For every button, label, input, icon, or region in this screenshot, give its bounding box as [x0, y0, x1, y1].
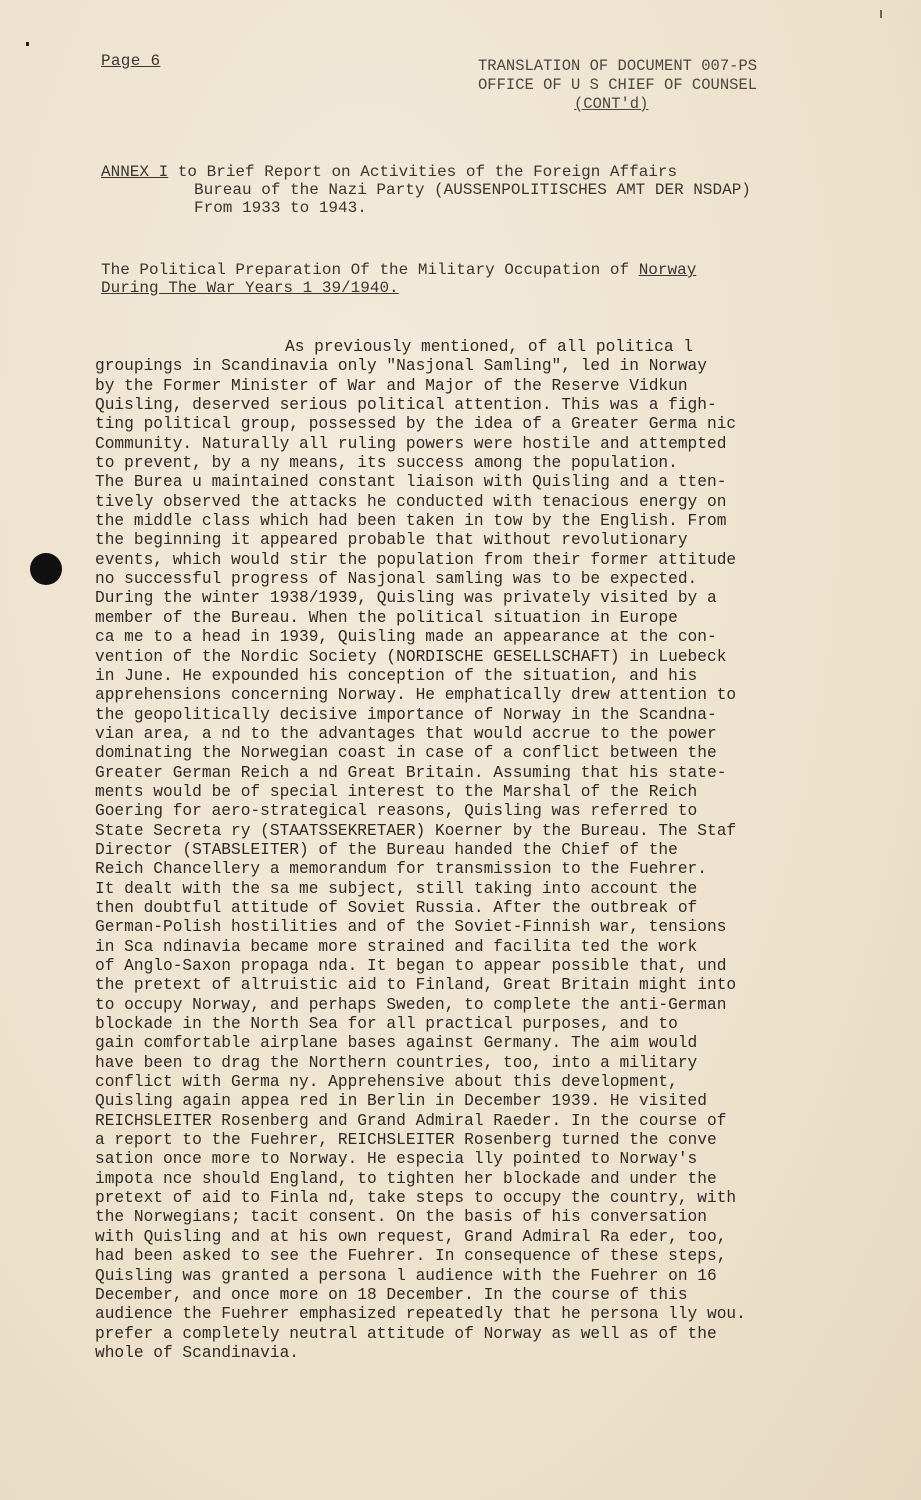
body-text: [95, 338, 885, 1363]
body-line: the beginning it appeared probable that without revolutionary: [95, 531, 688, 550]
body-line: gain comfortable airplane bases against Germany. The aim would: [95, 1034, 698, 1053]
body-line: Quisling, deserved serious political attention. This was a figh-: [95, 396, 717, 415]
body-line: member of the Bureau. When the political situation in Europe: [95, 608, 678, 627]
body-line: December, and once more on 18 December. In the course of this: [95, 1285, 688, 1304]
body-line: blockade in the North Sea for all practical purposes, and to: [95, 1015, 678, 1034]
body-line: The Burea u maintained constant liaison with Quisling and a tten-: [95, 473, 727, 492]
annex-label: ANNEX I: [101, 163, 169, 181]
body-line: whole of Scandinavia.: [95, 1343, 299, 1362]
body-line: ments would be of special interest to the Marshal of the Reich: [95, 782, 698, 801]
body-line: Quisling was granted a persona l audience with the Fuehrer on 16: [95, 1266, 717, 1285]
body-line: dominating the Norwegian coast in case of a conflict between the: [95, 744, 717, 763]
annex-heading: [101, 163, 881, 217]
body-line: had been asked to see the Fuehrer. In consequence of these steps,: [95, 1247, 727, 1266]
body-line: vention of the Nordic Society (NORDISCHE GESELLSCHAFT) in Luebeck: [95, 647, 727, 666]
ink-speck: [880, 10, 882, 18]
body-line: vian area, a nd to the advantages that would accrue to the power: [95, 724, 717, 743]
header-line-2: OFFICE OF U S CHIEF OF COUNSEL: [478, 76, 758, 94]
annex-line-3: From 1933 to 1943.: [194, 199, 367, 217]
body-line: Director (STABSLEITER) of the Bureau handed the Chief of the: [95, 840, 678, 859]
body-line: prefer a completely neutral attitude of Norway as well as of the: [95, 1324, 717, 1343]
body-line: have been to drag the Northern countries, too, into a military: [95, 1053, 698, 1072]
body-line: the middle class which had been taken in tow by the English. From: [95, 512, 727, 531]
body-line: the Norwegians; tacit consent. On the basis of his conversation: [95, 1208, 707, 1227]
body-line: Greater German Reich a nd Great Britain. Assuming that his state-: [95, 763, 727, 782]
title-line-1: The Political Preparation Of the Military Occupation of: [101, 261, 639, 279]
annex-line-2: Bureau of the Nazi Party (AUSSENPOLITISCHES AMT DER NSDAP): [194, 181, 751, 199]
body-line: to occupy Norway, and perhaps Sweden, to complete the anti-German: [95, 995, 727, 1014]
body-line: It dealt with the sa me subject, still taking into account the: [95, 879, 698, 898]
body-line: audience the Fuehrer emphasized repeatedly that he persona lly wou.: [95, 1305, 746, 1324]
body-line: of Anglo-Saxon propaga nda. It began to appear possible that, und: [95, 957, 727, 975]
body-line: conflict with Germa ny. Apprehensive about this development,: [95, 1073, 678, 1092]
body-line: pretext of aid to Finla nd, take steps to occupy the country, with: [95, 1189, 737, 1208]
body-line: As previously mentioned, of all politica l: [285, 338, 693, 356]
title-norway: Norway: [638, 261, 697, 279]
body-line: ca me to a head in 1939, Quisling made an appearance at the con-: [95, 628, 717, 647]
punch-hole: [30, 553, 62, 585]
body-line: no successful progress of Nasjonal samling was to be expected.: [95, 570, 698, 589]
header-line-3: (CONT'd): [574, 95, 649, 113]
body-line: events, which would stir the population from their former attitude: [95, 550, 737, 569]
document-header: [478, 57, 858, 114]
body-line: the geopolitically decisive importance of Norway in the Scandna-: [95, 705, 717, 724]
body-line: State Secreta ry (STAATSSEKRETAER) Koerner by the Bureau. The Staf: [95, 821, 737, 840]
body-line: impota nce should England, to tighten her blockade and under the: [95, 1169, 717, 1188]
body-line: in June. He expounded his conception of the situation, and his: [95, 666, 698, 685]
body-line: REICHSLEITER Rosenberg and Grand Admiral Raeder. In the course of: [95, 1111, 727, 1130]
header-line-1: TRANSLATION OF DOCUMENT 007-PS: [478, 57, 758, 75]
ink-speck: [26, 42, 29, 46]
body-line: German-Polish hostilities and of the Soviet-Finnish war, tensions: [95, 918, 727, 937]
section-title: [101, 261, 861, 297]
body-line: to prevent, by a ny means, its success among the population.: [95, 454, 678, 473]
body-line: Goering for aero-strategical reasons, Quisling was referred to: [95, 802, 698, 821]
body-line: with Quisling and at his own request, Grand Admiral Ra eder, too,: [95, 1227, 727, 1246]
body-line: a report to the Fuehrer, REICHSLEITER Rosenberg turned the conve: [95, 1131, 717, 1150]
body-line: During the winter 1938/1939, Quisling was privately visited by a: [95, 589, 717, 608]
title-line-2: During The War Years 1 39/1940.: [101, 279, 399, 297]
body-line: groupings in Scandinavia only "Nasjonal Samling", led in Norway: [95, 357, 707, 376]
annex-line-1: to Brief Report on Activities of the Foreign Affairs: [168, 163, 678, 181]
body-line: ting political group, possessed by the idea of a Greater Germa nic: [95, 415, 737, 434]
body-line: tively observed the attacks he conducted with tenacious energy on: [95, 492, 727, 511]
body-line: Reich Chancellery a memorandum for transmission to the Fuehrer.: [95, 860, 707, 879]
page-number: Page 6: [101, 52, 161, 70]
body-line: in Sca ndinavia became more strained and facilita ted the work: [95, 937, 698, 956]
body-line: then doubtful attitude of Soviet Russia. After the outbreak of: [95, 898, 698, 917]
body-line: apprehensions concerning Norway. He emphatically drew attention to: [95, 686, 737, 705]
body-line: the pretext of altruistic aid to Finland, Great Britain might into: [95, 976, 737, 995]
body-line: sation once more to Norway. He especia lly pointed to Norway's: [95, 1150, 698, 1169]
body-line: Quisling again appea red in Berlin in December 1939. He visited: [95, 1092, 707, 1111]
body-line: by the Former Minister of War and Major of the Reserve Vidkun: [95, 376, 688, 395]
body-line: Community. Naturally all ruling powers were hostile and attempted: [95, 434, 727, 453]
